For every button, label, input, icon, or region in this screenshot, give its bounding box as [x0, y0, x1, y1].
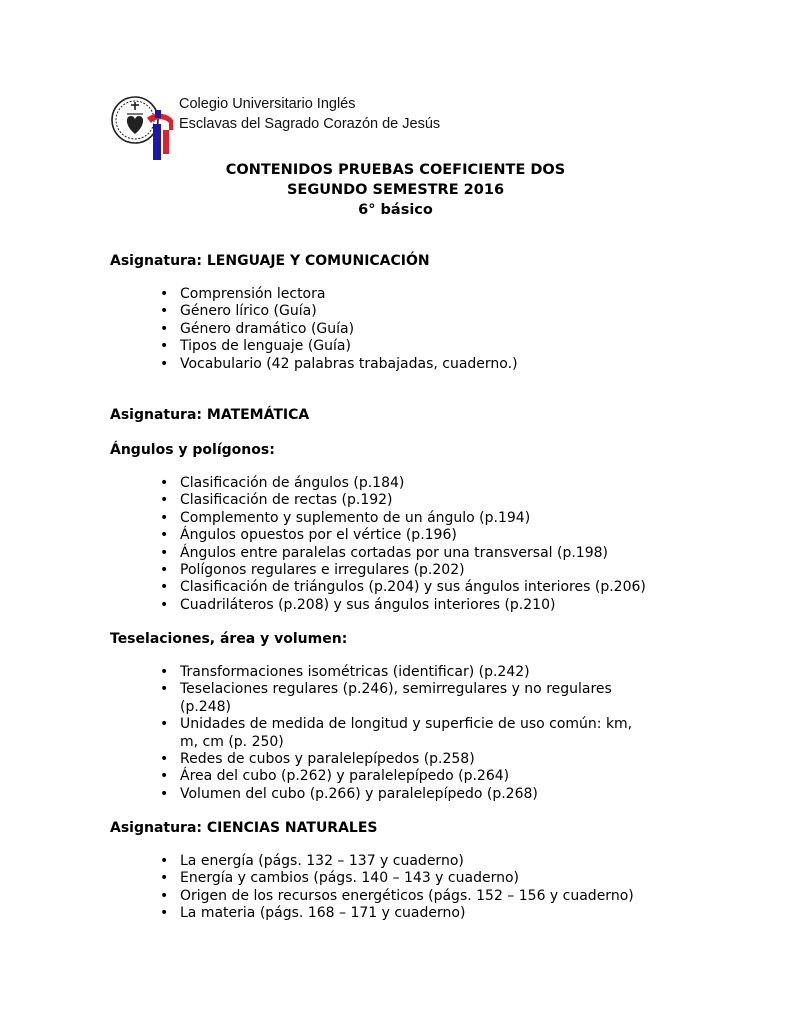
title-line2: SEGUNDO SEMESTRE 2016: [286, 182, 505, 198]
title-line1: CONTENIDOS PRUEBAS COEFICIENTE DOS: [225, 162, 566, 178]
list-item: • Ángulos entre paralelas cortadas por una transversal (p.198): [160, 545, 650, 562]
subheading-angulos: Ángulos y polígonos:: [110, 442, 275, 458]
list-item: • Teselaciones regulares (p.246), semirregulares y no regulares (p.248): [160, 681, 650, 716]
list-item: • Área del cubo (p.262) y paralelepípedo (p.264): [160, 768, 650, 785]
list-item: • Vocabulario (42 palabras trabajadas, cuaderno.): [160, 356, 650, 373]
subheading-teselaciones: Teselaciones, área y volumen:: [110, 631, 348, 647]
list-item: • Transformaciones isométricas (identificar) (p.242): [160, 664, 650, 681]
list-ciencias: [160, 853, 650, 923]
list-item: • Origen de los recursos energéticos (págs. 152 – 156 y cuaderno): [160, 888, 650, 905]
list-item: • Clasificación de triángulos (p.204) y sus ángulos interiores (p.206): [160, 579, 650, 596]
school-crest-icon: [107, 90, 181, 162]
list-item: • Unidades de medida de longitud y superficie de uso común: km, m, cm (p. 250): [160, 716, 650, 751]
list-lenguaje: [160, 286, 650, 373]
section-heading-matematica: Asignatura: MATEMÁTICA: [110, 407, 310, 423]
school-logo: [107, 90, 441, 162]
list-item: • La energía (págs. 132 – 137 y cuaderno): [160, 853, 650, 870]
list-item: • Complemento y suplemento de un ángulo (p.194): [160, 510, 650, 527]
list-item: • Tipos de lenguaje (Guía): [160, 338, 650, 355]
section-heading-ciencias: Asignatura: CIENCIAS NATURALES: [110, 820, 378, 836]
list-item: • Clasificación de ángulos (p.184): [160, 475, 650, 492]
title-line3: 6° básico: [358, 202, 433, 218]
list-item: • Ángulos opuestos por el vértice (p.196): [160, 527, 650, 544]
document-title: [0, 160, 791, 220]
list-item: • Clasificación de rectas (p.192): [160, 492, 650, 509]
list-item: • Energía y cambios (págs. 140 – 143 y cuaderno): [160, 870, 650, 887]
list-item: • Polígonos regulares e irregulares (p.202): [160, 562, 650, 579]
list-item: • Comprensión lectora: [160, 286, 650, 303]
list-item: • Volumen del cubo (p.266) y paralelepípedo (p.268): [160, 786, 650, 803]
section-heading-lenguaje: Asignatura: LENGUAJE Y COMUNICACIÓN: [110, 253, 430, 269]
school-name-line2: Esclavas del Sagrado Corazón de Jesús: [179, 116, 441, 132]
school-name: [179, 94, 440, 134]
school-name-line1: Colegio Universitario Inglés: [179, 96, 356, 112]
list-item: • Redes de cubos y paralelepípedos (p.258): [160, 751, 650, 768]
list-item: • La materia (págs. 168 – 171 y cuaderno): [160, 905, 650, 922]
list-item: • Cuadriláteros (p.208) y sus ángulos interiores (p.210): [160, 597, 650, 614]
list-item: • Género dramático (Guía): [160, 321, 650, 338]
list-item: • Género lírico (Guía): [160, 303, 650, 320]
list-angulos: [160, 475, 650, 614]
list-teselaciones: [160, 664, 650, 803]
